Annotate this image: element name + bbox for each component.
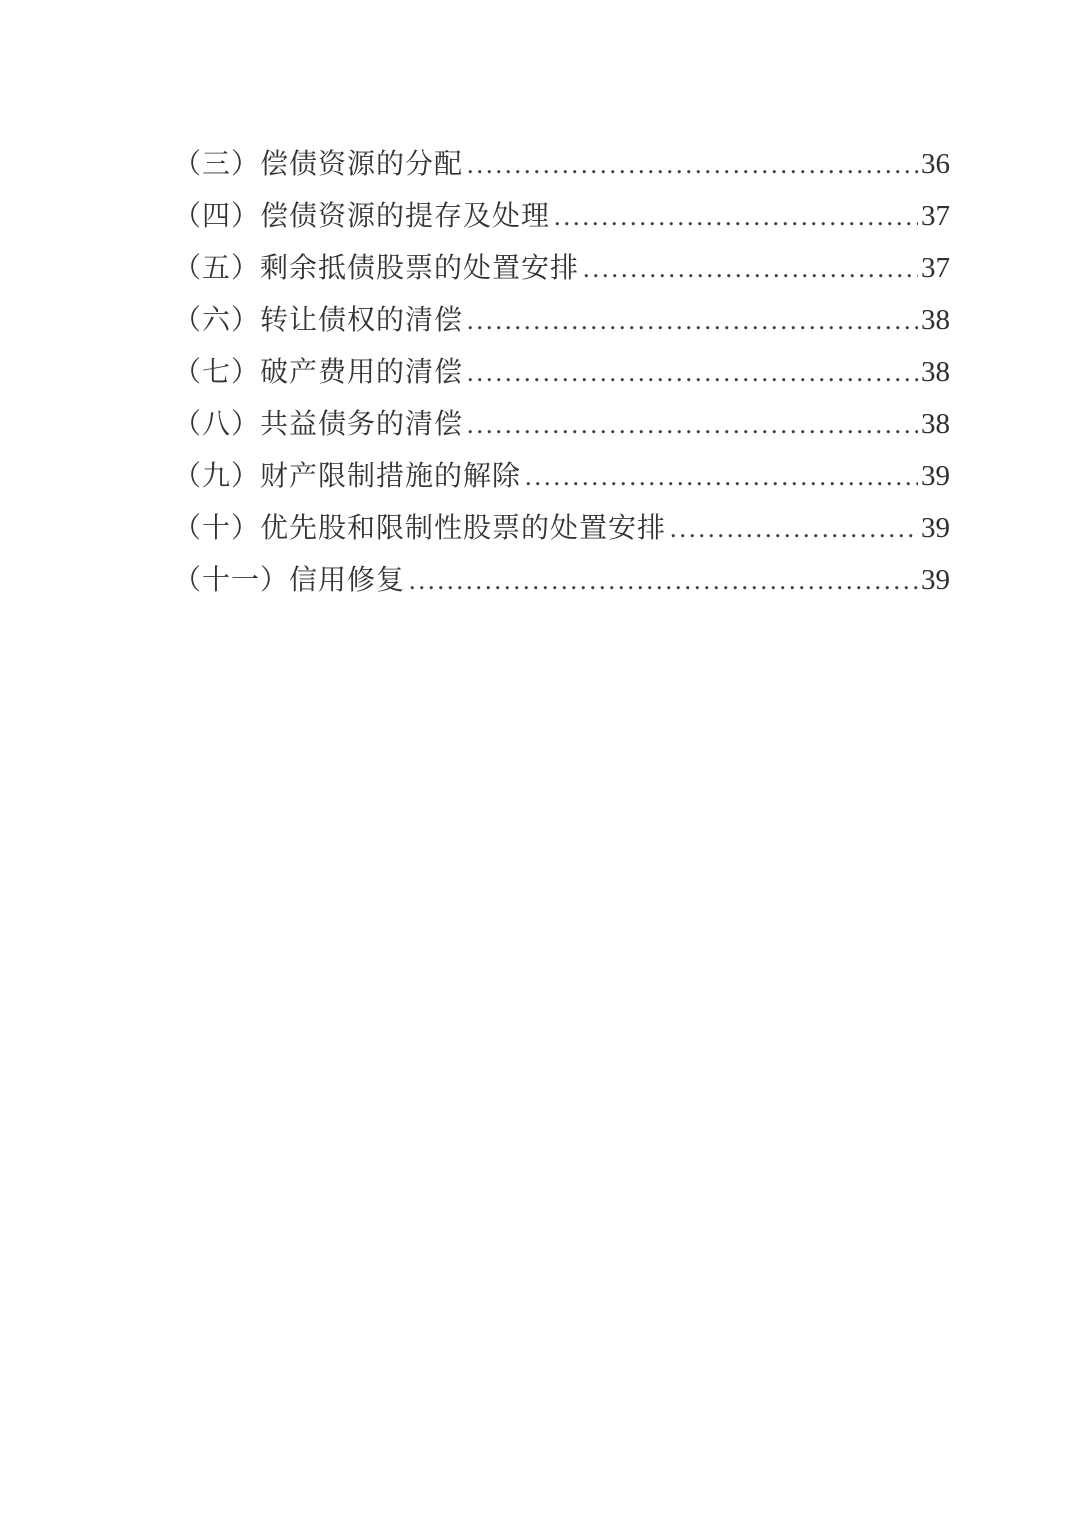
toc-list [173, 138, 950, 606]
toc-leader-dots [467, 356, 918, 390]
toc-page-number: 36 [921, 148, 950, 180]
toc-entry-label: （九）财产限制措施的解除 [173, 461, 522, 492]
toc-entry[interactable] [173, 242, 950, 294]
toc-entry-label: （七）破产费用的清偿 [173, 357, 464, 388]
toc-page-number: 37 [921, 252, 950, 284]
toc-leader-dots [583, 252, 918, 286]
toc-entry-label: （十一）信用修复 [173, 565, 406, 596]
toc-entry-label: （三）偿债资源的分配 [173, 149, 464, 180]
toc-entry[interactable] [173, 190, 950, 242]
toc-leader-dots [670, 512, 918, 546]
toc-page-number: 38 [921, 356, 950, 388]
toc-entry[interactable] [173, 502, 950, 554]
toc-leader-dots [554, 200, 918, 234]
toc-entry[interactable] [173, 346, 950, 398]
toc-entry[interactable] [173, 138, 950, 190]
toc-entry[interactable] [173, 450, 950, 502]
toc-leader-dots [467, 304, 918, 338]
toc-entry[interactable] [173, 294, 950, 346]
toc-entry[interactable] [173, 554, 950, 606]
toc-leader-dots [467, 148, 918, 182]
toc-page-number: 38 [921, 304, 950, 336]
toc-page-number: 39 [921, 460, 950, 492]
toc-entry-label: （五）剩余抵债股票的处置安排 [173, 253, 580, 284]
toc-entry[interactable] [173, 398, 950, 450]
toc-page-number: 39 [921, 564, 950, 596]
toc-leader-dots [467, 408, 918, 442]
toc-leader-dots [409, 564, 918, 598]
toc-entry-label: （八）共益债务的清偿 [173, 409, 464, 440]
toc-page-number: 39 [921, 512, 950, 544]
toc-entry-label: （十）优先股和限制性股票的处置安排 [173, 513, 667, 544]
toc-leader-dots [525, 460, 918, 494]
toc-page-number: 38 [921, 408, 950, 440]
toc-entry-label: （四）偿债资源的提存及处理 [173, 201, 551, 232]
toc-page-number: 37 [921, 200, 950, 232]
toc-entry-label: （六）转让债权的清偿 [173, 305, 464, 336]
